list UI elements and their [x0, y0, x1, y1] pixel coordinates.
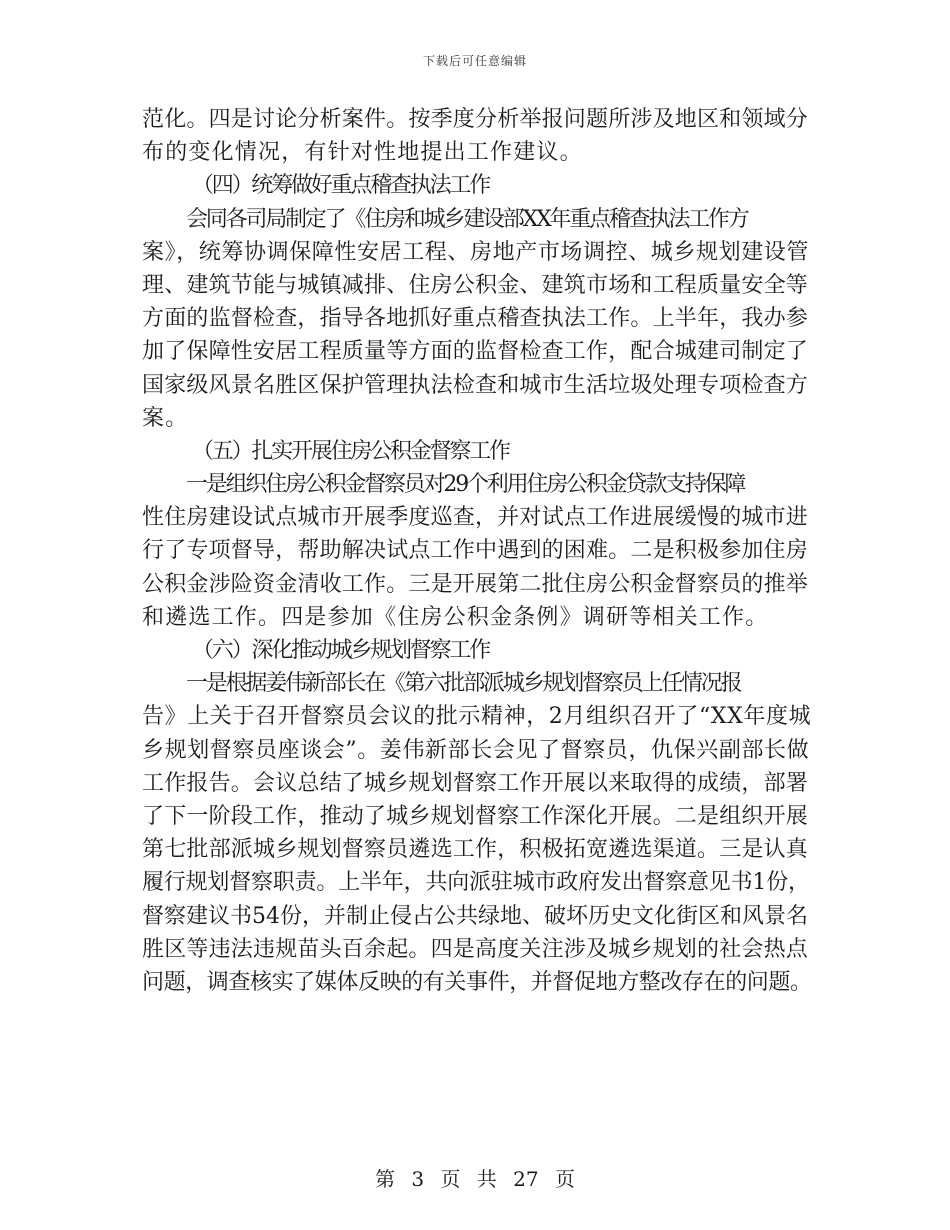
paragraph-line: 加了保障性安居工程质量等方面的监督检查工作，配合城建司制定了: [142, 339, 809, 365]
paragraph-line: 乡规划督察员座谈会”。姜伟新部长会见了督察员，仇保兴副部长做: [142, 737, 810, 763]
paragraph-line: 履行规划督察职责。上半年，共向派驻城市政府发出督察意见书1份，: [142, 870, 810, 896]
paragraph-line: 理、建筑节能与城镇减排、住房公积金、建筑市场和工程质量安全等: [142, 272, 809, 298]
paragraph-line: 布的变化情况，有针对性地提出工作建议。: [142, 140, 583, 166]
paragraph-line: 公积金涉险资金清收工作。三是开展第二批住房公积金督察员的推举: [142, 571, 809, 597]
section-heading: （六）深化推动城乡规划督察工作: [192, 638, 490, 663]
paragraph-line: 案。: [142, 405, 189, 431]
paragraph-line: 告》上关于召开督察员会议的批示精神，2月组织召开了“XX年度城: [142, 704, 812, 730]
document-body: [142, 103, 812, 999]
paragraph-line: 督察建议书54份，并制止侵占公共绿地、破坏历史文化街区和风景名: [142, 903, 808, 929]
paragraph-line: 问题，调查核实了媒体反映的有关事件，并督促地方整改存在的问题。: [142, 969, 812, 995]
paragraph-line: 一是组织住房公积金督察员对29个利用住房公积金贷款支持保障: [186, 472, 745, 498]
paragraph-line: 第七批部派城乡规划督察员遴选工作，积极拓宽遴选渠道。三是认真: [142, 837, 809, 863]
paragraph-line: 案》，统筹协调保障性安居工程、房地产市场调控、城乡规划建设管: [142, 239, 810, 265]
paragraph-line: 一是根据姜伟新部长在《第六批部派城乡规划督察员上任情况报: [186, 671, 741, 697]
page-header-note: 下载后可任意编辑: [422, 54, 527, 68]
paragraph-line: 会同各司局制定了《住房和城乡建设部XX年重点稽查执法工作方: [186, 206, 748, 232]
page-number: 第 3 页 共 27 页: [375, 1167, 575, 1191]
paragraph-line: 方面的监督检查，指导各地抓好重点稽查执法工作。上半年，我办参: [142, 306, 809, 332]
paragraph-line: 范化。四是讨论分析案件。按季度分析举报问题所涉及地区和领域分: [142, 107, 809, 132]
paragraph-line: 和遴选工作。四是参加《住房公积金条例》调研等相关工作。: [142, 604, 769, 630]
paragraph-line: 了下一阶段工作，推动了城乡规划督察工作深化开展。二是组织开展: [142, 803, 809, 829]
paragraph-line: 国家级风景名胜区保护管理执法检查和城市生活垃圾处理专项检查方: [142, 372, 809, 398]
section-heading: （五）扎实开展住房公积金督察工作: [192, 438, 509, 464]
paragraph-line: 胜区等违法违规苗头百余起。四是高度关注涉及城乡规划的社会热点: [142, 936, 809, 962]
section-heading: （四）统筹做好重点稽查执法工作: [192, 173, 490, 199]
paragraph-line: 行了专项督导，帮助解决试点工作中遇到的困难。二是积极参加住房: [142, 538, 809, 564]
paragraph-line: 性住房建设试点城市开展季度巡查，并对试点工作进展缓慢的城市进: [142, 505, 809, 531]
paragraph-line: 工作报告。会议总结了城乡规划督察工作开展以来取得的成绩，部署: [142, 770, 809, 796]
